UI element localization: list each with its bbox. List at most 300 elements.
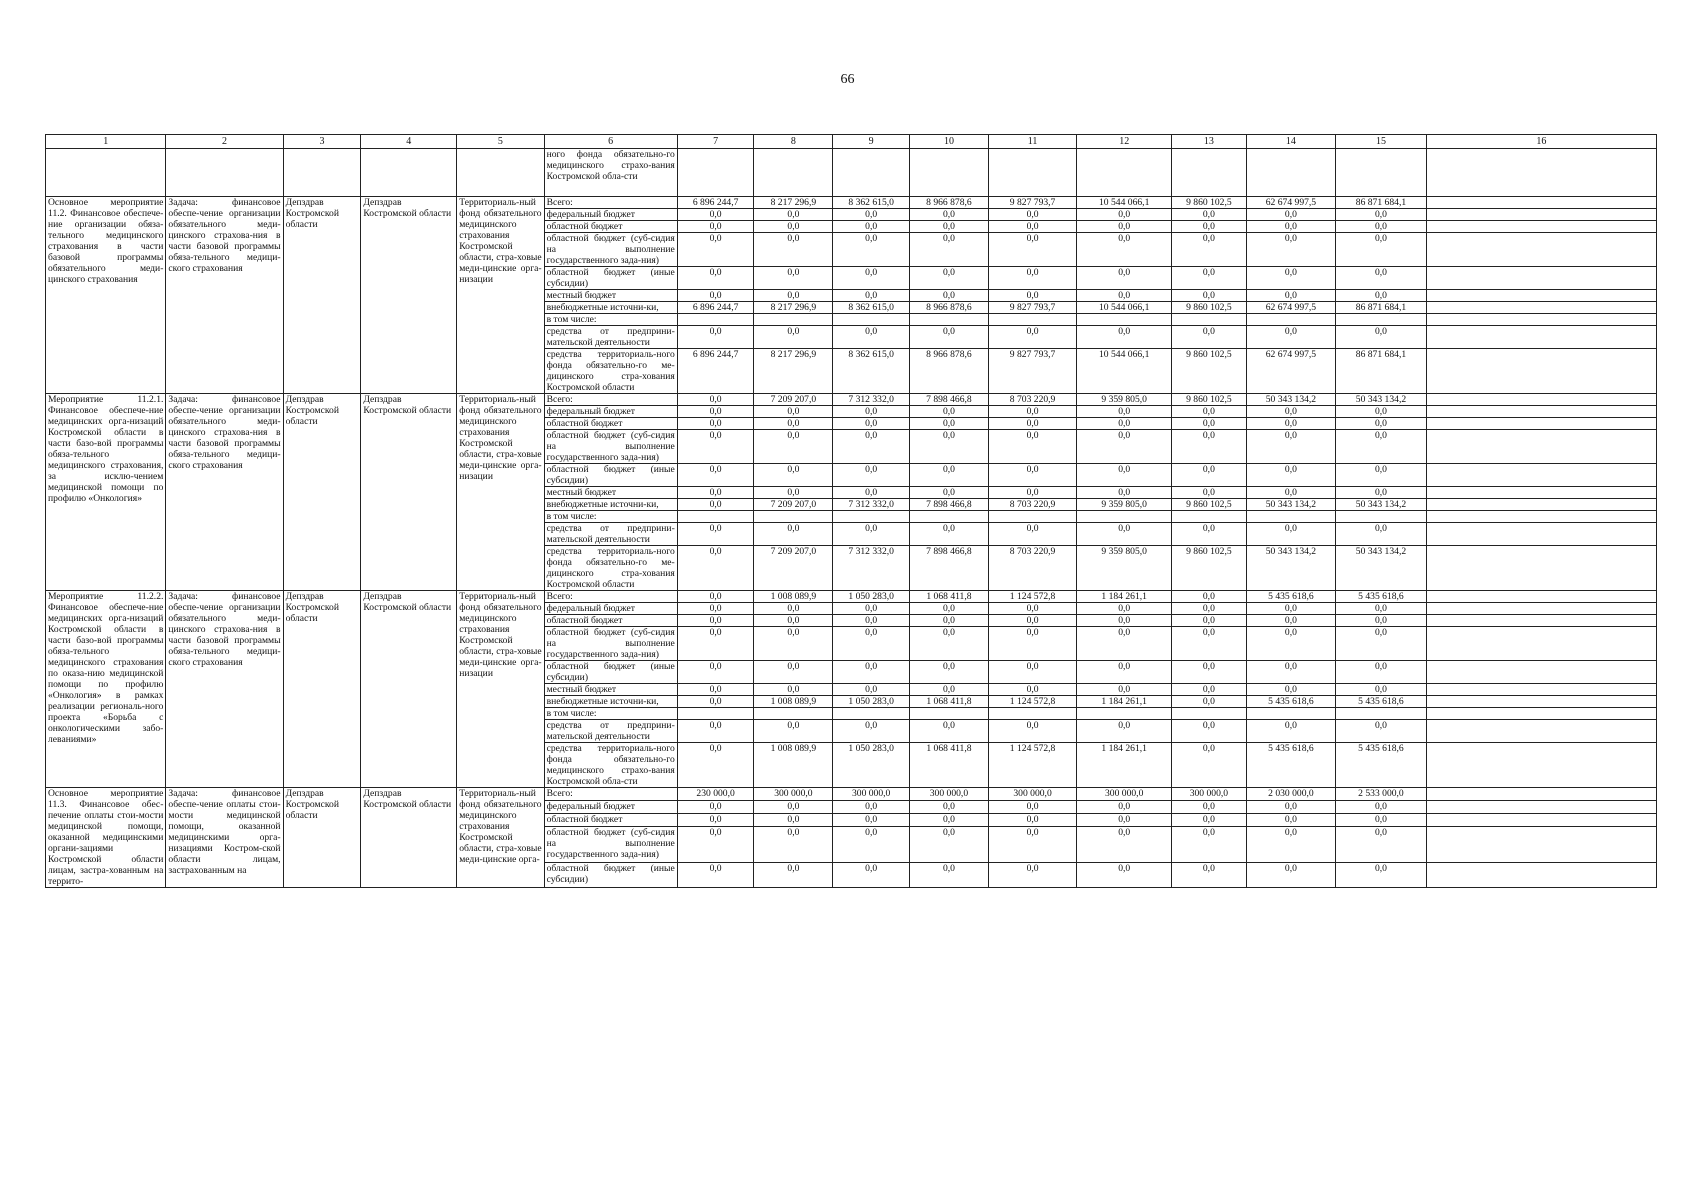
value-col-13: 0,0	[1172, 464, 1247, 487]
empty-cell	[1426, 406, 1656, 418]
value-col-11: 0,0	[988, 684, 1076, 696]
continuation-row	[46, 149, 1657, 197]
table-row	[46, 394, 1657, 406]
value-col-11: 0,0	[988, 661, 1076, 684]
value-col-8: 0,0	[754, 430, 833, 464]
value-col-11: 8 703 220,9	[988, 499, 1076, 511]
value-col-12: 0,0	[1077, 267, 1172, 290]
value-col-10	[910, 511, 989, 523]
value-col-9: 8 362 615,0	[833, 197, 910, 209]
value-col-15: 0,0	[1336, 684, 1427, 696]
funding-source: областной бюджет (иные субсидии)	[544, 267, 677, 290]
value-col-7: 0,0	[677, 523, 754, 546]
value-col-15: 0,0	[1336, 800, 1427, 813]
column-header-4: 4	[361, 135, 457, 149]
value-col-7: 6 896 244,7	[677, 302, 754, 314]
empty-cell	[1426, 464, 1656, 487]
empty-cell	[833, 149, 910, 197]
empty-cell	[1426, 684, 1656, 696]
value-col-14: 0,0	[1246, 813, 1336, 826]
value-col-10	[910, 708, 989, 720]
value-col-9: 7 312 332,0	[833, 499, 910, 511]
funding-source: местный бюджет	[544, 684, 677, 696]
funding-source: Всего:	[544, 394, 677, 406]
funding-source: областной бюджет	[544, 221, 677, 233]
value-col-14: 0,0	[1246, 720, 1336, 743]
value-col-11: 9 827 793,7	[988, 302, 1076, 314]
value-col-15: 86 871 684,1	[1336, 302, 1427, 314]
value-col-8: 0,0	[754, 487, 833, 499]
value-col-12: 0,0	[1077, 326, 1172, 349]
value-col-9: 0,0	[833, 684, 910, 696]
value-col-14: 0,0	[1246, 464, 1336, 487]
empty-cell	[1336, 149, 1427, 197]
funding-source: внебюджетные источни-ки,	[544, 499, 677, 511]
empty-cell	[1172, 149, 1247, 197]
value-col-10: 0,0	[910, 627, 989, 661]
funding-source: федеральный бюджет	[544, 209, 677, 221]
value-col-9	[833, 511, 910, 523]
coordinator: Депздрав Костромской области	[283, 788, 361, 888]
value-col-9: 0,0	[833, 430, 910, 464]
value-col-11: 0,0	[988, 826, 1076, 863]
page-number: 66	[840, 72, 855, 87]
value-col-12: 0,0	[1077, 627, 1172, 661]
value-col-13: 0,0	[1172, 603, 1247, 615]
value-col-13: 0,0	[1172, 290, 1247, 302]
value-col-13: 0,0	[1172, 863, 1247, 888]
value-col-14: 62 674 997,5	[1246, 197, 1336, 209]
coordinator: Депздрав Костромской области	[283, 197, 361, 394]
value-col-14: 50 343 134,2	[1246, 394, 1336, 406]
value-col-15: 0,0	[1336, 863, 1427, 888]
value-col-9: 0,0	[833, 267, 910, 290]
value-col-12: 0,0	[1077, 720, 1172, 743]
value-col-13: 0,0	[1172, 221, 1247, 233]
value-col-7: 0,0	[677, 209, 754, 221]
value-col-14: 50 343 134,2	[1246, 546, 1336, 591]
value-col-13: 0,0	[1172, 743, 1247, 788]
value-col-13: 0,0	[1172, 696, 1247, 708]
value-col-13: 9 860 102,5	[1172, 546, 1247, 591]
funding-source: средства от предприни-мательской деятельности	[544, 523, 677, 546]
value-col-11: 8 703 220,9	[988, 546, 1076, 591]
value-col-9: 0,0	[833, 326, 910, 349]
value-col-13: 0,0	[1172, 233, 1247, 267]
value-col-14: 0,0	[1246, 826, 1336, 863]
empty-cell	[1426, 603, 1656, 615]
value-col-9	[833, 708, 910, 720]
value-col-10: 0,0	[910, 813, 989, 826]
value-col-12: 0,0	[1077, 418, 1172, 430]
value-col-7: 0,0	[677, 720, 754, 743]
value-col-13: 9 860 102,5	[1172, 394, 1247, 406]
column-header-2: 2	[166, 135, 283, 149]
column-header-11: 11	[988, 135, 1076, 149]
column-header-6: 6	[544, 135, 677, 149]
value-col-12: 10 544 066,1	[1077, 349, 1172, 394]
value-col-13: 0,0	[1172, 267, 1247, 290]
value-col-8: 0,0	[754, 603, 833, 615]
funding-source: внебюджетные источни-ки,	[544, 302, 677, 314]
value-col-8: 0,0	[754, 523, 833, 546]
value-col-8: 1 008 089,9	[754, 743, 833, 788]
value-col-9: 1 050 283,0	[833, 743, 910, 788]
value-col-10: 0,0	[910, 326, 989, 349]
value-col-10: 0,0	[910, 661, 989, 684]
empty-cell	[1426, 418, 1656, 430]
value-col-10: 300 000,0	[910, 788, 989, 801]
value-col-11: 0,0	[988, 603, 1076, 615]
value-col-12: 0,0	[1077, 603, 1172, 615]
empty-cell	[1426, 826, 1656, 863]
value-col-15: 0,0	[1336, 661, 1427, 684]
value-col-8: 0,0	[754, 661, 833, 684]
value-col-15: 50 343 134,2	[1336, 546, 1427, 591]
value-col-10: 0,0	[910, 684, 989, 696]
funding-source: средства территориаль-ного фонда обязательно-го медицинского страхо-вания Костромской обла-сти	[544, 743, 677, 788]
value-col-8: 0,0	[754, 826, 833, 863]
empty-cell	[1426, 615, 1656, 627]
value-col-8: 300 000,0	[754, 788, 833, 801]
table-row	[46, 788, 1657, 801]
value-col-10: 0,0	[910, 523, 989, 546]
value-col-10	[910, 314, 989, 326]
value-col-12	[1077, 511, 1172, 523]
value-col-14: 0,0	[1246, 418, 1336, 430]
funding-source: областной бюджет	[544, 615, 677, 627]
table-row	[46, 197, 1657, 209]
funding-source: средства территориаль-ного фонда обязательно-го ме-дицинского стра-хования Костромской области	[544, 546, 677, 591]
column-header-1: 1	[46, 135, 166, 149]
value-col-7: 0,0	[677, 406, 754, 418]
value-col-11: 0,0	[988, 221, 1076, 233]
value-col-7: 0,0	[677, 499, 754, 511]
value-col-13: 0,0	[1172, 487, 1247, 499]
empty-cell	[1426, 349, 1656, 394]
value-col-14: 50 343 134,2	[1246, 499, 1336, 511]
value-col-10: 1 068 411,8	[910, 591, 989, 603]
value-col-8: 0,0	[754, 863, 833, 888]
value-col-15: 0,0	[1336, 826, 1427, 863]
value-col-9: 0,0	[833, 487, 910, 499]
value-col-14: 0,0	[1246, 800, 1336, 813]
value-col-9: 1 050 283,0	[833, 696, 910, 708]
value-col-7: 0,0	[677, 430, 754, 464]
value-col-9: 0,0	[833, 290, 910, 302]
value-col-11: 0,0	[988, 487, 1076, 499]
task-description: Задача: финансовое обеспе-чение организации обязательного меди-цинского страхова-ния в части базовой программы обяза-тельного медици-ского страхования	[166, 197, 283, 394]
funding-source: Всего:	[544, 197, 677, 209]
task-description: Задача: финансовое обеспе-чение оплаты стои-мости медицинской помощи, оказанной медицинскими орга-низациями Костром-ской области лицам, застрахованным на	[166, 788, 283, 888]
value-col-12: 0,0	[1077, 406, 1172, 418]
value-col-10: 0,0	[910, 430, 989, 464]
funding-source: федеральный бюджет	[544, 603, 677, 615]
funding-source: ного фонда обязательно-го медицинского страхо-вания Костромской обла-сти	[544, 149, 677, 197]
value-col-7: 0,0	[677, 546, 754, 591]
empty-cell	[1246, 149, 1336, 197]
value-col-8: 0,0	[754, 800, 833, 813]
value-col-8: 0,0	[754, 615, 833, 627]
value-col-8: 0,0	[754, 464, 833, 487]
value-col-10: 8 966 878,6	[910, 302, 989, 314]
value-col-15: 86 871 684,1	[1336, 349, 1427, 394]
value-col-15: 5 435 618,6	[1336, 743, 1427, 788]
value-col-10: 0,0	[910, 800, 989, 813]
column-number-row	[46, 135, 1657, 149]
value-col-11: 0,0	[988, 209, 1076, 221]
value-col-14: 2 030 000,0	[1246, 788, 1336, 801]
funding-source: областной бюджет	[544, 813, 677, 826]
value-col-15: 86 871 684,1	[1336, 197, 1427, 209]
funding-source: внебюджетные источни-ки,	[544, 696, 677, 708]
value-col-9: 1 050 283,0	[833, 591, 910, 603]
value-col-11: 8 703 220,9	[988, 394, 1076, 406]
value-col-13: 0,0	[1172, 326, 1247, 349]
value-col-9	[833, 314, 910, 326]
funding-source: федеральный бюджет	[544, 406, 677, 418]
empty-cell	[1077, 149, 1172, 197]
value-col-10: 1 068 411,8	[910, 696, 989, 708]
value-col-7: 0,0	[677, 487, 754, 499]
empty-cell	[1426, 394, 1656, 406]
value-col-12: 9 359 805,0	[1077, 499, 1172, 511]
value-col-8: 0,0	[754, 290, 833, 302]
empty-cell	[361, 149, 457, 197]
value-col-14: 0,0	[1246, 221, 1336, 233]
funding-source: федеральный бюджет	[544, 800, 677, 813]
empty-cell	[166, 149, 283, 197]
empty-cell	[1426, 290, 1656, 302]
value-col-12: 0,0	[1077, 813, 1172, 826]
value-col-10: 0,0	[910, 863, 989, 888]
empty-cell	[1426, 591, 1656, 603]
value-col-7: 6 896 244,7	[677, 349, 754, 394]
empty-cell	[988, 149, 1076, 197]
value-col-10: 7 898 466,8	[910, 394, 989, 406]
value-col-12: 1 184 261,1	[1077, 743, 1172, 788]
value-col-11: 0,0	[988, 800, 1076, 813]
funding-source: в том числе:	[544, 708, 677, 720]
value-col-15: 0,0	[1336, 523, 1427, 546]
value-col-13: 9 860 102,5	[1172, 499, 1247, 511]
value-col-10: 0,0	[910, 464, 989, 487]
empty-cell	[910, 149, 989, 197]
value-col-10: 7 898 466,8	[910, 546, 989, 591]
empty-cell	[1426, 788, 1656, 801]
value-col-13: 9 860 102,5	[1172, 197, 1247, 209]
value-col-10: 0,0	[910, 406, 989, 418]
column-header-14: 14	[1246, 135, 1336, 149]
value-col-15	[1336, 708, 1427, 720]
value-col-12: 0,0	[1077, 615, 1172, 627]
funding-source: областной бюджет (иные субсидии)	[544, 464, 677, 487]
empty-cell	[677, 149, 754, 197]
value-col-12: 0,0	[1077, 221, 1172, 233]
value-col-15: 5 435 618,6	[1336, 696, 1427, 708]
coordinator: Депздрав Костромской области	[283, 394, 361, 591]
value-col-15: 0,0	[1336, 430, 1427, 464]
value-col-7: 0,0	[677, 591, 754, 603]
value-col-8: 7 209 207,0	[754, 394, 833, 406]
funding-source: областной бюджет (суб-сидия на выполнение государственного зада-ния)	[544, 430, 677, 464]
value-col-8: 0,0	[754, 684, 833, 696]
value-col-10: 1 068 411,8	[910, 743, 989, 788]
column-header-3: 3	[283, 135, 361, 149]
value-col-13: 0,0	[1172, 813, 1247, 826]
value-col-7: 0,0	[677, 221, 754, 233]
value-col-14: 0,0	[1246, 233, 1336, 267]
empty-cell	[46, 149, 166, 197]
participants: Территориаль-ный фонд обязательного медицинского страхования Костромской области, стра-ховые меди-цинские орга-низации	[457, 394, 544, 591]
value-col-10: 8 966 878,6	[910, 349, 989, 394]
empty-cell	[1426, 708, 1656, 720]
value-col-12: 0,0	[1077, 684, 1172, 696]
value-col-11: 0,0	[988, 813, 1076, 826]
value-col-9: 0,0	[833, 233, 910, 267]
value-col-11: 0,0	[988, 863, 1076, 888]
empty-cell	[1426, 430, 1656, 464]
value-col-14: 5 435 618,6	[1246, 743, 1336, 788]
value-col-7: 0,0	[677, 326, 754, 349]
value-col-11: 0,0	[988, 418, 1076, 430]
value-col-7: 0,0	[677, 233, 754, 267]
value-col-13: 0,0	[1172, 720, 1247, 743]
value-col-11: 9 827 793,7	[988, 197, 1076, 209]
value-col-15	[1336, 314, 1427, 326]
empty-cell	[1426, 863, 1656, 888]
value-col-14: 0,0	[1246, 267, 1336, 290]
empty-cell	[457, 149, 544, 197]
empty-cell	[1426, 546, 1656, 591]
empty-cell	[1426, 800, 1656, 813]
value-col-14: 0,0	[1246, 523, 1336, 546]
value-col-14: 5 435 618,6	[1246, 696, 1336, 708]
value-col-15: 0,0	[1336, 603, 1427, 615]
value-col-8: 7 209 207,0	[754, 499, 833, 511]
participants: Территориаль-ный фонд обязательного медицинского страхования Костромской области, стра-ховые меди-цинские орга-низации	[457, 591, 544, 788]
empty-cell	[1426, 627, 1656, 661]
value-col-13: 0,0	[1172, 826, 1247, 863]
value-col-13	[1172, 511, 1247, 523]
empty-cell	[1426, 221, 1656, 233]
value-col-8: 0,0	[754, 813, 833, 826]
value-col-14	[1246, 708, 1336, 720]
value-col-12: 1 184 261,1	[1077, 591, 1172, 603]
value-col-9: 0,0	[833, 418, 910, 430]
value-col-15: 0,0	[1336, 627, 1427, 661]
empty-cell	[1426, 326, 1656, 349]
value-col-8: 1 008 089,9	[754, 696, 833, 708]
value-col-9: 0,0	[833, 523, 910, 546]
value-col-12: 0,0	[1077, 523, 1172, 546]
value-col-13: 0,0	[1172, 209, 1247, 221]
empty-cell	[1426, 720, 1656, 743]
value-col-14: 0,0	[1246, 684, 1336, 696]
value-col-11: 300 000,0	[988, 788, 1076, 801]
value-col-15: 50 343 134,2	[1336, 394, 1427, 406]
value-col-15: 2 533 000,0	[1336, 788, 1427, 801]
value-col-15: 5 435 618,6	[1336, 591, 1427, 603]
value-col-13: 0,0	[1172, 406, 1247, 418]
value-col-7	[677, 708, 754, 720]
value-col-14: 5 435 618,6	[1246, 591, 1336, 603]
value-col-15: 0,0	[1336, 720, 1427, 743]
value-col-7: 0,0	[677, 615, 754, 627]
value-col-7	[677, 314, 754, 326]
value-col-14: 62 674 997,5	[1246, 302, 1336, 314]
value-col-8: 0,0	[754, 406, 833, 418]
value-col-15: 0,0	[1336, 813, 1427, 826]
value-col-12: 0,0	[1077, 800, 1172, 813]
value-col-10: 0,0	[910, 603, 989, 615]
value-col-11: 1 124 572,8	[988, 743, 1076, 788]
value-col-14: 0,0	[1246, 603, 1336, 615]
value-col-7: 0,0	[677, 863, 754, 888]
value-col-11: 0,0	[988, 615, 1076, 627]
value-col-13: 300 000,0	[1172, 788, 1247, 801]
value-col-9: 0,0	[833, 826, 910, 863]
value-col-11	[988, 314, 1076, 326]
value-col-7: 0,0	[677, 290, 754, 302]
value-col-8: 0,0	[754, 326, 833, 349]
empty-cell	[1426, 499, 1656, 511]
value-col-14: 0,0	[1246, 863, 1336, 888]
empty-cell	[1426, 511, 1656, 523]
value-col-15	[1336, 511, 1427, 523]
value-col-13: 9 860 102,5	[1172, 302, 1247, 314]
value-col-8: 8 217 296,9	[754, 302, 833, 314]
funding-source: областной бюджет (суб-сидия на выполнение государственного зада-ния)	[544, 627, 677, 661]
value-col-9: 0,0	[833, 464, 910, 487]
value-col-12: 0,0	[1077, 233, 1172, 267]
value-col-13: 0,0	[1172, 430, 1247, 464]
value-col-12: 1 184 261,1	[1077, 696, 1172, 708]
value-col-7: 0,0	[677, 661, 754, 684]
value-col-13: 0,0	[1172, 800, 1247, 813]
value-col-9: 7 312 332,0	[833, 546, 910, 591]
value-col-10: 0,0	[910, 615, 989, 627]
value-col-13: 0,0	[1172, 627, 1247, 661]
value-col-9: 7 312 332,0	[833, 394, 910, 406]
value-col-11: 0,0	[988, 430, 1076, 464]
value-col-12: 0,0	[1077, 826, 1172, 863]
value-col-12: 9 359 805,0	[1077, 546, 1172, 591]
value-col-7: 0,0	[677, 696, 754, 708]
value-col-14: 62 674 997,5	[1246, 349, 1336, 394]
table-row	[46, 591, 1657, 603]
value-col-9: 0,0	[833, 720, 910, 743]
empty-cell	[1426, 487, 1656, 499]
value-col-9: 0,0	[833, 221, 910, 233]
column-header-9: 9	[833, 135, 910, 149]
value-col-13: 0,0	[1172, 523, 1247, 546]
value-col-9: 8 362 615,0	[833, 349, 910, 394]
column-header-8: 8	[754, 135, 833, 149]
value-col-10: 0,0	[910, 221, 989, 233]
value-col-11: 0,0	[988, 523, 1076, 546]
value-col-10: 0,0	[910, 418, 989, 430]
value-col-11: 0,0	[988, 627, 1076, 661]
value-col-15: 50 343 134,2	[1336, 499, 1427, 511]
value-col-14: 0,0	[1246, 209, 1336, 221]
value-col-11: 0,0	[988, 267, 1076, 290]
value-col-13	[1172, 314, 1247, 326]
task-description: Задача: финансовое обеспе-чение организации обязательного меди-цинского страхова-ния в части базовой программы обяза-тельного медици-ского страхования	[166, 591, 283, 788]
empty-cell	[283, 149, 361, 197]
funding-source: средства территориаль-ного фонда обязательно-го ме-дицинского стра-хования Костромской области	[544, 349, 677, 394]
value-col-8: 0,0	[754, 418, 833, 430]
